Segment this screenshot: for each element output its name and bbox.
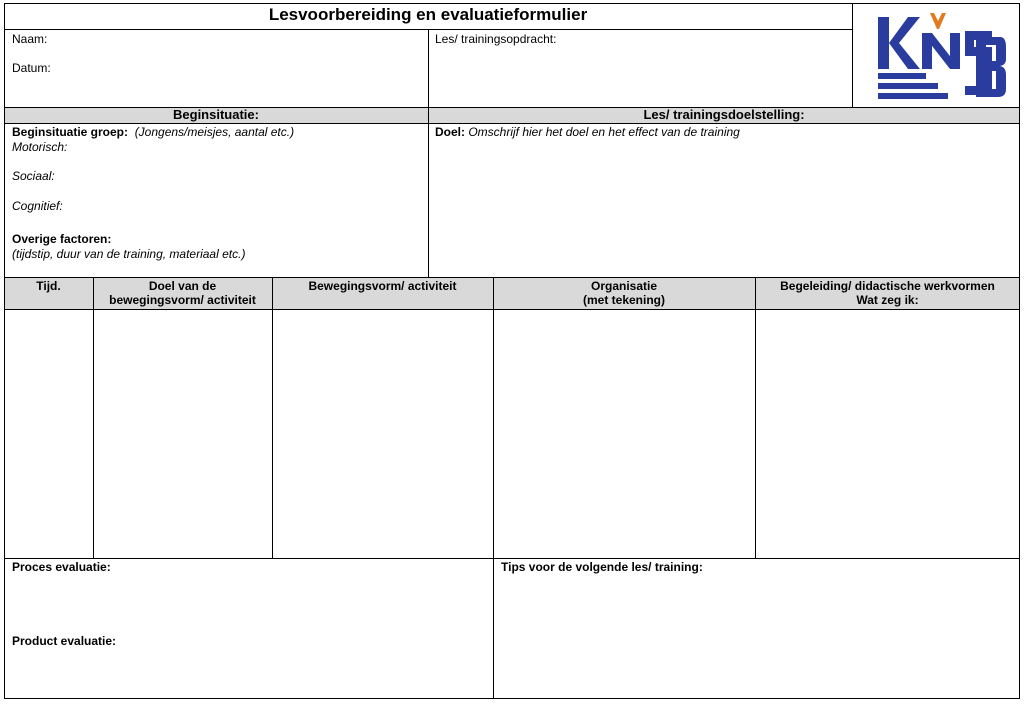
rule xyxy=(852,3,853,107)
knsb-logo xyxy=(872,9,1008,101)
overige-factoren-hint: (tijdstip, duur van de training, materiaal etc.) xyxy=(12,247,246,261)
rule xyxy=(493,277,494,698)
col-doel-line2: bewegingsvorm/ activiteit xyxy=(109,293,256,307)
trainingsopdracht-label: Les/ trainingsopdracht: xyxy=(435,32,557,46)
doel-field xyxy=(435,125,740,139)
proces-evaluatie-label: Proces evaluatie: xyxy=(12,560,111,574)
rule xyxy=(93,277,94,558)
cognitief-label: Cognitief: xyxy=(12,199,63,213)
doel-hint: Omschrijf hier het doel en het effect van de training xyxy=(468,125,740,139)
rule xyxy=(4,277,1020,278)
col-organisatie-line1: Organisatie xyxy=(590,279,658,293)
col-doel-line1: Doel van de xyxy=(148,279,217,293)
overige-factoren-label: Overige factoren: xyxy=(12,232,112,246)
rule xyxy=(755,277,756,558)
col-bewegingsvorm: Bewegingsvorm/ activiteit xyxy=(308,279,457,293)
tips-label: Tips voor de volgende les/ training: xyxy=(501,560,703,574)
motorisch-label: Motorisch: xyxy=(12,140,68,154)
col-begeleiding-line1: Begeleiding/ didactische werkvormen xyxy=(780,279,995,293)
groep-label: Beginsituatie groep: xyxy=(12,125,129,139)
col-begeleiding-line2: Wat zeg ik: xyxy=(856,293,919,307)
product-evaluatie-label: Product evaluatie: xyxy=(12,634,117,648)
beginsituatie-groep xyxy=(12,125,294,139)
rule xyxy=(4,309,1020,310)
knsb-logo-image xyxy=(872,9,1008,101)
rule xyxy=(428,29,429,277)
beginsituatie-header: Beginsituatie: xyxy=(173,107,259,122)
rule xyxy=(4,123,1020,124)
sociaal-label: Sociaal: xyxy=(12,169,55,183)
col-tijd: Tijd. xyxy=(36,279,61,293)
datum-label: Datum: xyxy=(12,61,51,75)
groep-hint: (Jongens/meisjes, aantal etc.) xyxy=(134,125,295,139)
naam-label: Naam: xyxy=(12,32,48,46)
form-title: Lesvoorbereiding en evaluatieformulier xyxy=(268,5,588,24)
col-organisatie-line2: (met tekening) xyxy=(582,293,665,307)
rule xyxy=(4,558,1020,559)
rule xyxy=(272,277,273,558)
doel-label: Doel: xyxy=(435,125,465,139)
doelstelling-header: Les/ trainingsdoelstelling: xyxy=(643,107,805,122)
